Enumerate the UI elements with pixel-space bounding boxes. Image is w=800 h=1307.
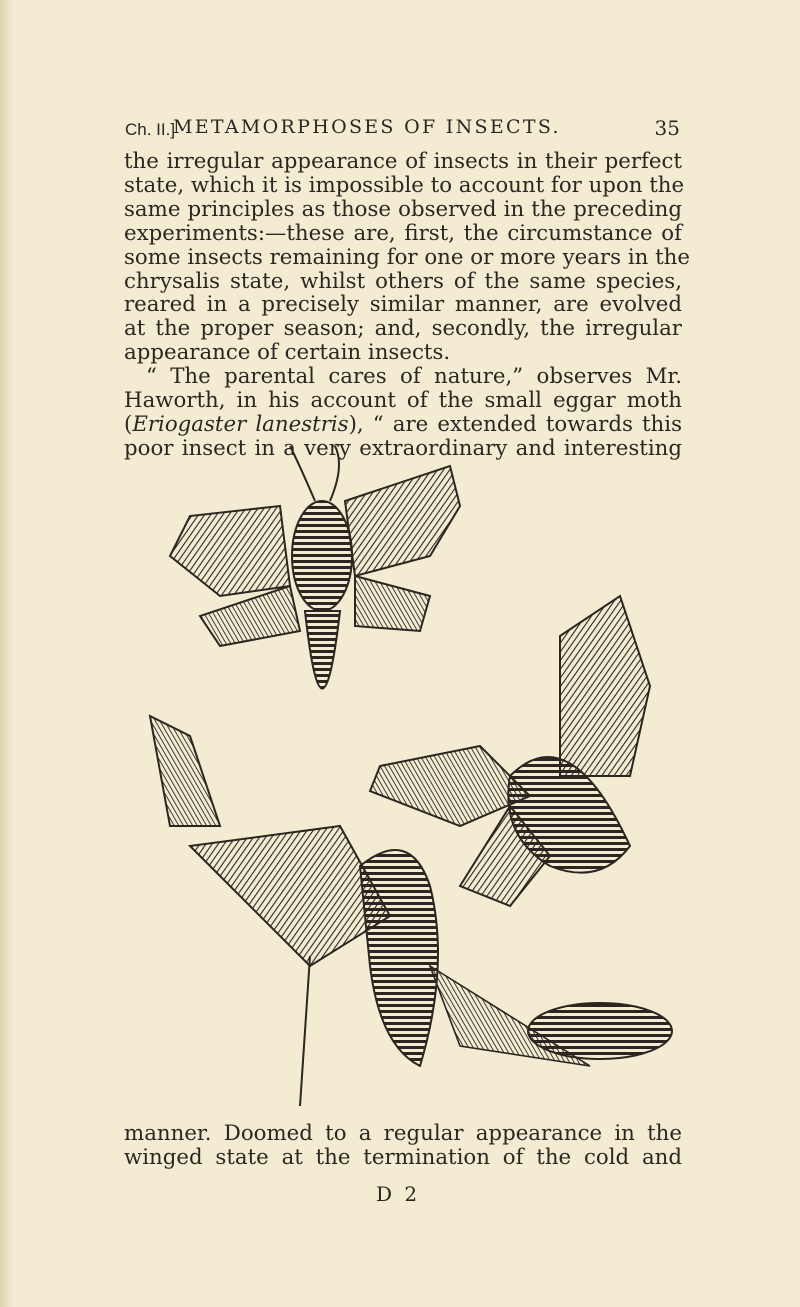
text-line: experiments:—these are, first, the circumstance of <box>124 220 682 246</box>
text-line: winged state at the termination of the cold and <box>124 1144 682 1170</box>
text-line: appearance of certain insects. <box>124 340 451 366</box>
text-line: at the proper season; and, secondly, the irregular <box>124 316 682 342</box>
moth-illustration <box>130 446 690 1106</box>
text-line: state, which it is impossible to account for upon the <box>124 172 685 198</box>
moth-engraving-icon <box>130 446 690 1106</box>
text-line: reared in a precisely similar manner, are evolved <box>124 292 682 318</box>
text-line: poor insect in a very extraordinary and interesting <box>124 435 682 461</box>
text-line-italic-species: (Eriogaster lanestris), “ are extended towards this <box>124 411 682 437</box>
chapter-label: Ch. II.] <box>125 120 176 139</box>
text-line: some insects remaining for one or more years in the <box>124 244 690 270</box>
text-line: “ The parental cares of nature,” observes Mr. <box>146 364 682 390</box>
page-edge <box>0 0 14 1307</box>
body-text-top <box>124 149 690 461</box>
page-number: 35 <box>654 116 680 140</box>
text-line: manner. Doomed to a regular appearance in the <box>124 1121 682 1146</box>
body-text-bottom <box>124 1122 682 1170</box>
text-line: chrysalis state, whilst others of the same species, <box>124 268 682 294</box>
text-line: the irregular appearance of insects in their perfect <box>124 149 682 174</box>
running-title: METAMORPHOSES OF INSECTS. <box>173 116 561 138</box>
text-line: same principles as those observed in the preceding <box>124 196 682 222</box>
top-moth <box>170 446 460 689</box>
signature-mark: D 2 <box>376 1182 421 1206</box>
cocoon <box>528 1003 672 1059</box>
running-header <box>125 114 680 144</box>
text-line: Haworth, in his account of the small eggar moth <box>124 388 682 414</box>
